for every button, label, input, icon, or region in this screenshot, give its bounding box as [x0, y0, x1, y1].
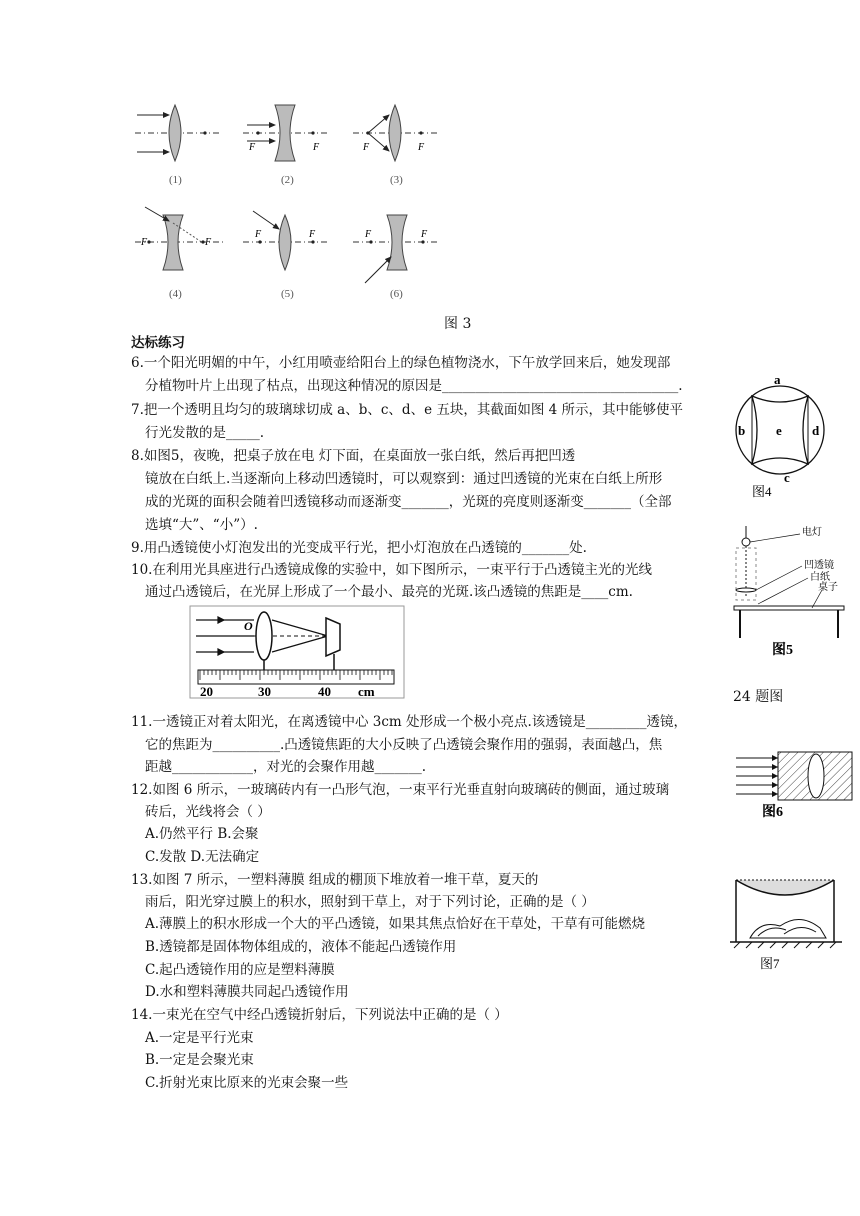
svg-text:20: 20 [200, 684, 213, 699]
svg-text:F: F [141, 237, 148, 248]
question-12-option: A.仍然平行 B.会聚 [145, 826, 259, 842]
question-6-line: 6.一个阳光明媚的中午，小红用喷壶给阳台上的绿色植物浇水，下午放学回来后，她发现部 [131, 355, 671, 371]
figure-3-lens-diagrams [125, 95, 455, 315]
figure-4-glass-ball [732, 374, 832, 504]
question-14-option: B.一定是会聚光束 [145, 1052, 254, 1068]
diagram-label: (1) [169, 174, 182, 186]
figure-4-caption: 图4 [752, 484, 772, 499]
svg-text:a: a [774, 374, 781, 387]
question-13-line: 13.如图 7 所示，一塑料薄膜 组成的棚顶下堆放着一堆干草，夏天的 [131, 872, 539, 888]
question-10-line: 10.在利用光具座进行凸透镜成像的实验中，如下图所示，一束平行于凸透镜主光的光线 [131, 562, 652, 578]
figure-24-caption: 24 题图 [733, 689, 784, 705]
diagram-label: (2) [281, 174, 294, 186]
question-13-option: C.起凸透镜作用的应是塑料薄膜 [145, 962, 335, 978]
diagram-5 [253, 211, 316, 270]
question-7-line: 行光发散的是_____. [145, 425, 265, 441]
svg-text:F: F [255, 229, 262, 240]
question-13-line: 雨后，阳光穿过膜上的积水，照射到干草上，对于下列讨论，正确的是（ ） [145, 894, 595, 910]
svg-text:F: F [309, 229, 316, 240]
svg-text:cm: cm [358, 684, 375, 699]
figure-6-glass-brick [734, 748, 858, 820]
figure-7-plastic-canopy [730, 872, 850, 978]
svg-text:c: c [784, 470, 790, 485]
question-13-option: A.薄膜上的积水形成一个大的平凸透镜，如果其焦点恰好在干草处，干草有可能燃烧 [145, 916, 646, 932]
figure-6-caption: 图6 [762, 805, 783, 820]
svg-text:F: F [363, 142, 370, 153]
question-8-line: 选填“大”、“小”）. [145, 517, 258, 533]
svg-text:e: e [776, 423, 782, 438]
figure-3-caption: 图 3 [444, 316, 472, 332]
diagram-label: (3) [390, 174, 403, 186]
optical-bench-figure [188, 604, 408, 700]
question-9-line: 9.用凸透镜使小灯泡发出的光变成平行光，把小灯泡放在凸透镜的_______处. [131, 540, 587, 556]
question-12-option: C.发散 D.无法确定 [145, 849, 260, 865]
svg-text:F: F [313, 142, 320, 153]
question-14-option: C.折射光束比原来的光束会聚一些 [145, 1075, 349, 1091]
figure-7-caption: 图7 [760, 956, 780, 971]
diagram-label: (5) [281, 288, 294, 300]
question-8-line: 8.如图5，夜晚，把桌子放在电 灯下面，在桌面放一张白纸，然后再把凹透 [131, 448, 576, 464]
svg-text:F: F [365, 229, 372, 240]
question-8-line: 镜放在白纸上.当逐渐向上移动凹透镜时，可以观察到：通过凹透镜的光束在白纸上所形 [145, 471, 663, 487]
svg-text:F: F [249, 142, 256, 153]
svg-text:30: 30 [258, 684, 271, 699]
question-13-option: D.水和塑料薄膜共同起凸透镜作用 [145, 984, 349, 1000]
svg-text:桌子: 桌子 [818, 582, 838, 593]
svg-text:电灯: 电灯 [802, 527, 822, 538]
svg-text:O: O [244, 619, 253, 633]
question-7-line: 7.把一个透明且均匀的玻璃球切成 a、b、c、d、e 五块，其截面如图 4 所示，其中能够使平 [131, 402, 684, 418]
svg-text:白纸: 白纸 [810, 572, 830, 583]
section-title: 达标练习 [131, 335, 185, 350]
svg-text:F: F [421, 229, 428, 240]
figure-5-caption: 图5 [772, 643, 793, 658]
svg-text:d: d [812, 423, 820, 438]
diagram-4 [140, 207, 212, 270]
svg-text:F: F [418, 142, 425, 153]
question-11-line: 11.一透镜正对着太阳光，在离透镜中心 3cm 处形成一个极小亮点.该透镜是_________透镜， [131, 714, 688, 730]
diagram-label: (4) [169, 288, 182, 300]
question-12-line: 12.如图 6 所示，一玻璃砖内有一凸形气泡，一束平行光垂直射向玻璃砖的侧面，通过玻璃 [131, 782, 670, 798]
question-13-option: B.透镜都是固体物体组成的，液体不能起凸透镜作用 [145, 939, 457, 955]
question-10-line: 通过凸透镜后，在光屏上形成了一个最小、最亮的光斑.该凸透镜的焦距是____cm. [145, 584, 633, 600]
diagram-6 [364, 215, 428, 283]
question-6-line: 分植物叶片上出现了枯点，出现这种情况的原因是___________________________________. [145, 378, 683, 394]
svg-text:b: b [738, 423, 746, 438]
figure-5-lamp-table [732, 526, 852, 664]
question-8-line: 成的光斑的面积会随着凹透镜移动而逐渐变_______，光斑的亮度则逐渐变_______（全部 [145, 494, 672, 510]
svg-text:F: F [205, 237, 212, 248]
question-14-option: A.一定是平行光束 [145, 1030, 254, 1046]
question-12-line: 砖后，光线将会（ ） [145, 804, 271, 820]
svg-text:凹透镜: 凹透镜 [804, 560, 834, 571]
question-14-line: 14.一束光在空气中经凸透镜折射后，下列说法中正确的是（ ） [131, 1007, 508, 1023]
diagram-label: (6) [390, 288, 403, 300]
question-11-line: 它的焦距为__________.凸透镜焦距的大小反映了凸透镜会聚作用的强弱，表面越凸，焦 [145, 737, 663, 753]
svg-text:40: 40 [318, 684, 331, 699]
question-11-line: 距越____________，对光的会聚作用越_______. [145, 759, 427, 775]
